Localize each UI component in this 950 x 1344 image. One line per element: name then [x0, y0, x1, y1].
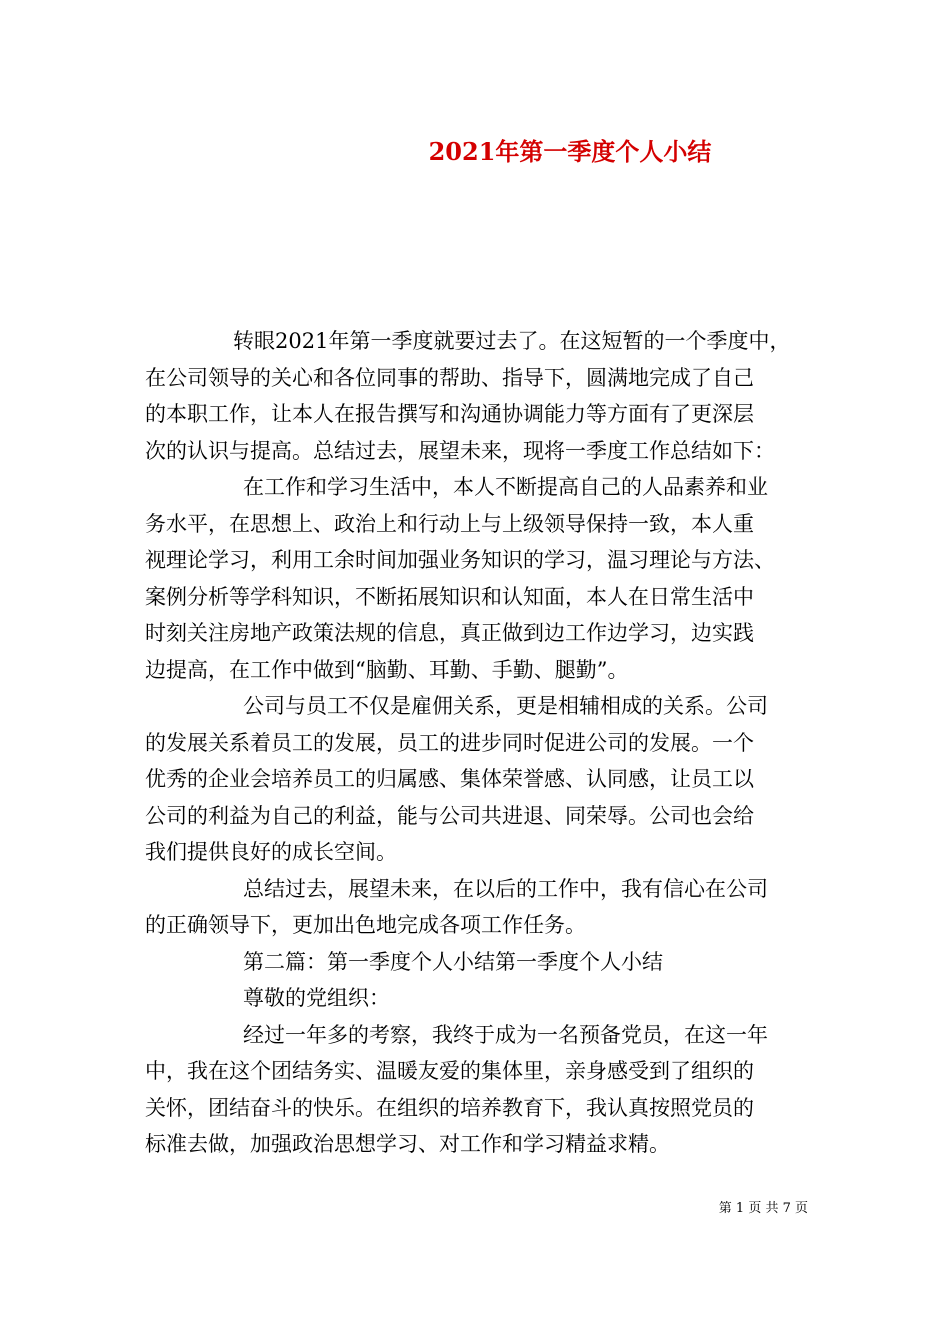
body-line: 务水平，在思想上、政治上和行动上与上级领导保持一致，本人重: [145, 511, 754, 536]
body-line: 公司与员工不仅是雇佣关系，更是相辅相成的关系。公司: [243, 694, 768, 718]
body-line: 时刻关注房地产政策法规的信息，真正做到边工作边学习，边实践: [145, 621, 754, 645]
body-line: 公司的利益为自己的利益，能与公司共进退、同荣辱。公司也会给: [145, 803, 754, 828]
body-line: 中，我在这个团结务实、温暖友爱的集体里，亲身感受到了组织的: [145, 1059, 754, 1083]
body-line: 次的认识与提高。总结过去，展望未来，现将一季度工作总结如下：: [145, 438, 775, 463]
body-line: 转眼2021年第一季度就要过去了。在这短暂的一个季度中，: [233, 329, 791, 353]
body-line: 优秀的企业会培养员工的归属感、集体荣誉感、认同感，让员工以: [145, 767, 754, 791]
document-title: 2021年第一季度个人小结: [428, 137, 712, 166]
body-line: 的发展关系着员工的发展，员工的进步同时促进公司的发展。一个: [145, 730, 754, 755]
document-body: [145, 323, 817, 1163]
section-heading: 第二篇：第一季度个人小结第一季度个人小结: [243, 949, 663, 974]
body-line: 在工作和学习生活中，本人不断提高自己的人品素养和业: [243, 475, 768, 499]
body-line: 的正确领导下，更加出色地完成各项工作任务。: [145, 913, 586, 937]
body-line: 在公司领导的关心和各位同事的帮助、指导下，圆满地完成了自己: [145, 365, 754, 390]
body-line: 标准去做，加强政治思想学习、对工作和学习精益求精。: [145, 1132, 670, 1156]
body-line: 我们提供良好的成长空间。: [145, 840, 397, 864]
salutation: 尊敬的党组织：: [243, 986, 390, 1010]
body-line: 经过一年多的考察，我终于成为一名预备党员，在这一年: [243, 1022, 768, 1047]
body-line: 边提高，在工作中做到“脑勤、耳勤、手勤、腿勤”。: [145, 657, 629, 682]
body-line: 视理论学习，利用工余时间加强业务知识的学习，温习理论与方法、: [145, 548, 775, 572]
body-line: 关怀，团结奋斗的快乐。在组织的培养教育下，我认真按照党员的: [145, 1095, 754, 1120]
body-line: 的本职工作，让本人在报告撰写和沟通协调能力等方面有了更深层: [145, 402, 754, 426]
body-line: 案例分析等学科知识，不断拓展知识和认知面，本人在日常生活中: [145, 584, 754, 609]
body-line: 总结过去，展望未来，在以后的工作中，我有信心在公司: [243, 876, 768, 901]
page-number-footer: 第 1 页 共 7 页: [718, 1201, 808, 1216]
